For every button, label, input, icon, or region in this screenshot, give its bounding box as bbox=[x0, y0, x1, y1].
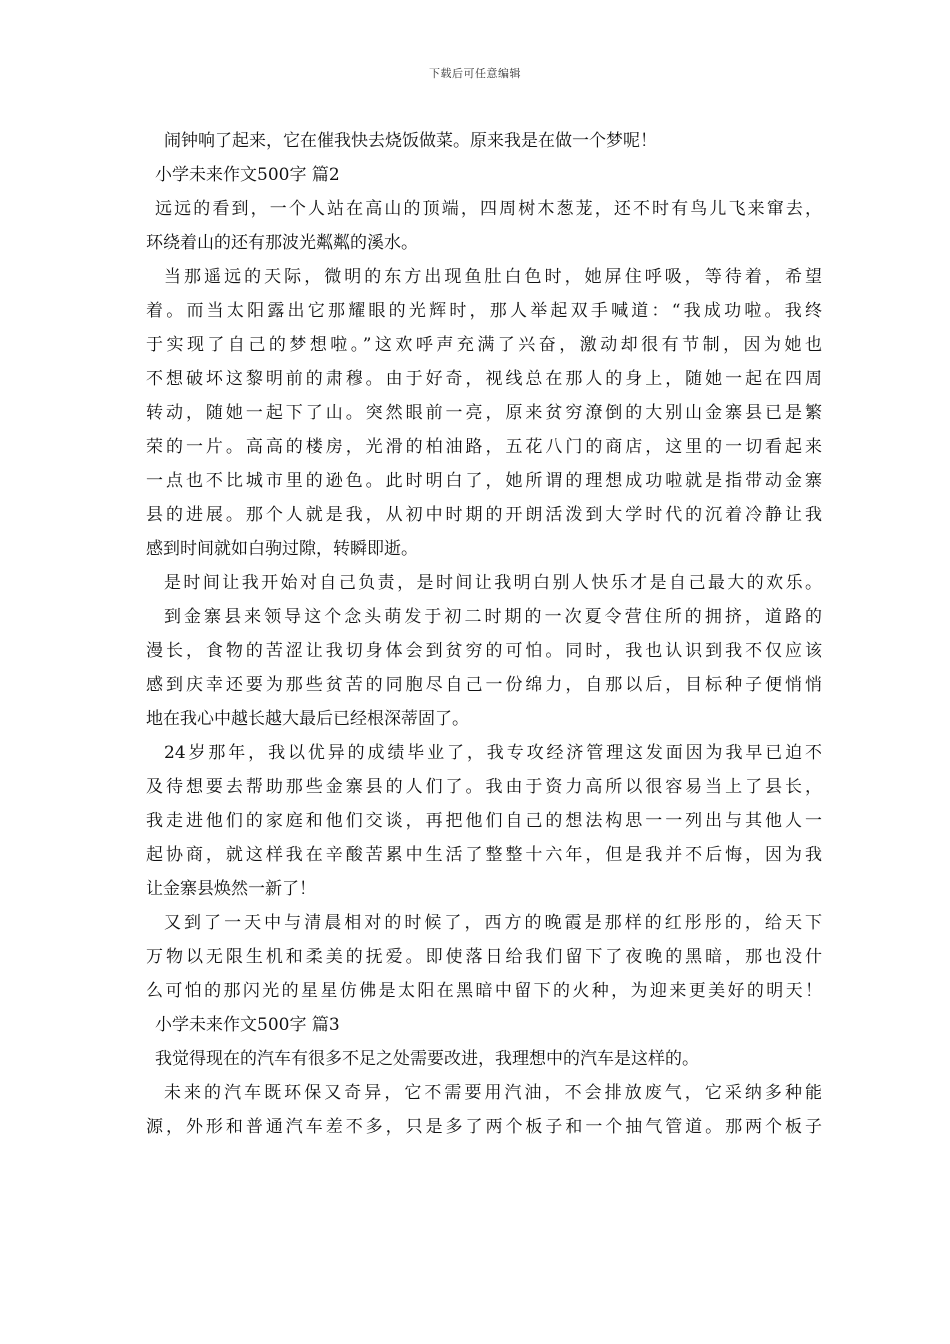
paragraph-line: 让金寨县焕然一新了！ bbox=[146, 879, 316, 899]
paragraph-line: 当那遥远的天际，微明的东方出现鱼肚白色时，她屏住呼吸，等待着，希望 bbox=[164, 267, 822, 287]
paragraph-line: 着。而当太阳露出它那耀眼的光辉时，那人举起双手喊道：“我成功啦。我终 bbox=[146, 301, 822, 321]
paragraph-line: 我觉得现在的汽车有很多不足之处需要改进，我理想中的汽车是这样的。 bbox=[155, 1049, 699, 1069]
paragraph-line: 闹钟响了起来，它在催我快去烧饭做菜。原来我是在做一个梦呢！ bbox=[164, 131, 657, 151]
paragraph-line: 么可怕的那闪光的星星仿佛是太阳在黑暗中留下的火种，为迎来更美好的明天！ bbox=[146, 981, 822, 1001]
paragraph-line: 转动，随她一起下了山。突然眼前一亮，原来贫穷潦倒的大别山金寨县已是繁 bbox=[146, 403, 822, 423]
paragraph-line: 未来的汽车既环保又奇异，它不需要用汽油，不会排放废气，它采纳多种能 bbox=[164, 1083, 822, 1103]
paragraph-line: 感到庆幸还要为那些贫苦的同胞尽自己一份绵力，自那以后，目标种子便悄悄 bbox=[146, 675, 822, 695]
page-header: 下载后可任意编辑 bbox=[429, 67, 521, 80]
paragraph-line: 及待想要去帮助那些金寨县的人们了。我由于资力高所以很容易当上了县长， bbox=[146, 777, 822, 797]
paragraph-line: 是时间让我开始对自己负责，是时间让我明白别人快乐才是自己最大的欢乐。 bbox=[164, 573, 822, 593]
section-heading: 小学未来作文500字 篇2 bbox=[155, 165, 340, 185]
paragraph-line: 荣的一片。高高的楼房，光滑的柏油路，五花八门的商店，这里的一切看起来 bbox=[146, 437, 822, 457]
paragraph-line: 不想破坏这黎明前的肃穆。由于好奇，视线总在那人的身上，随她一起在四周 bbox=[146, 369, 822, 389]
paragraph-line: 于实现了自己的梦想啦。”这欢呼声充满了兴奋，激动却很有节制，因为她也 bbox=[146, 335, 822, 355]
section-heading: 小学未来作文500字 篇3 bbox=[155, 1015, 340, 1035]
paragraph-line: 24岁那年，我以优异的成绩毕业了，我专攻经济管理这发面因为我早已迫不 bbox=[164, 743, 822, 763]
paragraph-line: 环绕着山的还有那波光粼粼的溪水。 bbox=[146, 233, 418, 253]
paragraph-line: 万物以无限生机和柔美的抚爱。即使落日给我们留下了夜晚的黑暗，那也没什 bbox=[146, 947, 822, 967]
paragraph-line: 又到了一天中与清晨相对的时候了，西方的晚霞是那样的红彤彤的，给天下 bbox=[164, 913, 822, 933]
paragraph-line: 地在我心中越长越大最后已经根深蒂固了。 bbox=[146, 709, 469, 729]
paragraph-line: 漫长，食物的苦涩让我切身体会到贫穷的可怕。同时，我也认识到我不仅应该 bbox=[146, 641, 822, 661]
paragraph-line: 起协商，就这样我在辛酸苦累中生活了整整十六年，但是我并不后悔，因为我 bbox=[146, 845, 822, 865]
paragraph-line: 到金寨县来领导这个念头萌发于初二时期的一次夏令营住所的拥挤，道路的 bbox=[164, 607, 822, 627]
paragraph-line: 一点也不比城市里的逊色。此时明白了，她所谓的理想成功啦就是指带动金寨 bbox=[146, 471, 822, 491]
paragraph-line: 感到时间就如白驹过隙，转瞬即逝。 bbox=[146, 539, 418, 559]
paragraph-line: 远远的看到，一个人站在高山的顶端，四周树木葱茏，还不时有鸟儿飞来窜去， bbox=[155, 199, 822, 219]
paragraph-line: 我走进他们的家庭和他们交谈，再把他们自己的想法构思一一列出与其他人一 bbox=[146, 811, 822, 831]
paragraph-line: 源，外形和普通汽车差不多，只是多了两个板子和一个抽气管道。那两个板子 bbox=[146, 1117, 822, 1137]
paragraph-line: 县的进展。那个人就是我，从初中时期的开朗活泼到大学时代的沉着冷静让我 bbox=[146, 505, 822, 525]
article-body bbox=[146, 124, 822, 1144]
